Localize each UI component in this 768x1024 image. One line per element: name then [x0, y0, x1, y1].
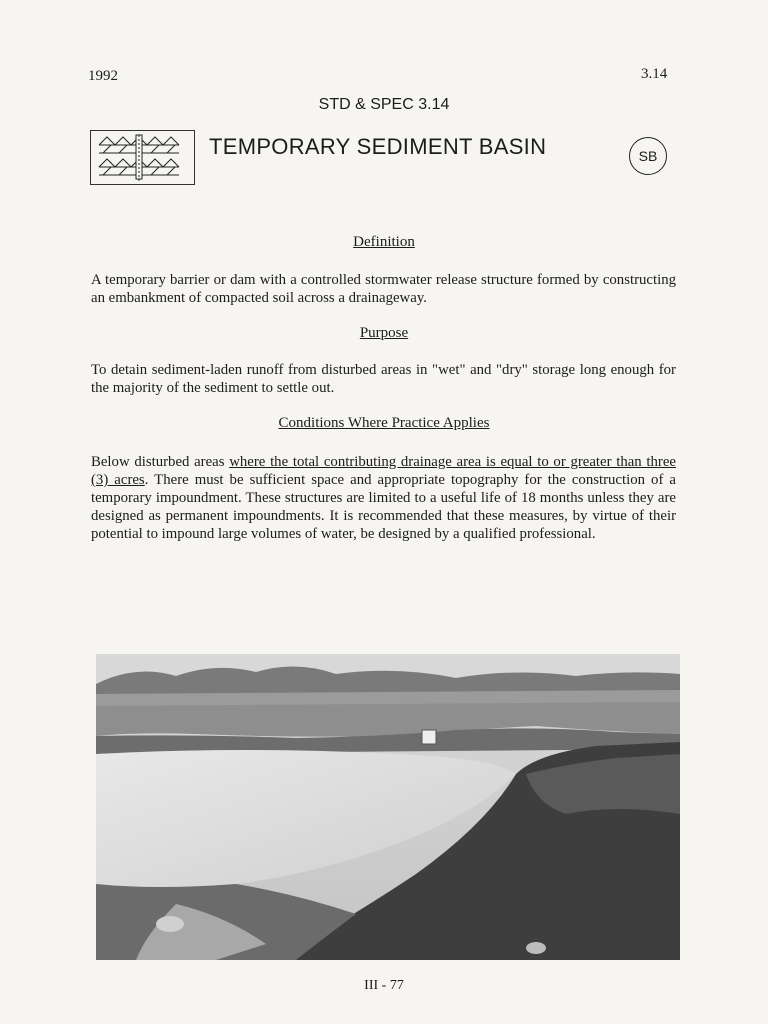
sb-badge: SB [629, 137, 667, 175]
page-title: TEMPORARY SEDIMENT BASIN [209, 134, 547, 159]
conditions-text-start: Below disturbed areas [91, 454, 230, 470]
sediment-basin-photo [96, 654, 680, 960]
sediment-basin-symbol-icon [90, 130, 195, 185]
conditions-text [91, 453, 676, 543]
page-number: III - 77 [364, 978, 404, 993]
conditions-text-underlined: where the total contributing drainage area is equal to or greater than three (3) acres [91, 454, 676, 488]
header-section-number: 3.14 [641, 66, 668, 82]
std-spec-label: STD & SPEC 3.14 [318, 96, 450, 113]
header-year: 1992 [88, 68, 118, 84]
purpose-heading: Purpose [359, 325, 409, 341]
conditions-text-end: . There must be sufficient space and appropriate topography for the construction of a temporary impoundment. These structures are limited to a useful life of 18 months unless they are designed as permanent impoundments. It is recommended that these measures, by virtue of their potential to impound large volumes of water, be designed by a qualified professional. [91, 472, 676, 542]
purpose-text: To detain sediment-laden runoff from disturbed areas in "wet" and "dry" storage long enough for the majority of the sediment to settle out. [91, 362, 676, 396]
conditions-heading: Conditions Where Practice Applies [278, 415, 490, 431]
definition-text: A temporary barrier or dam with a controlled stormwater release structure formed by constructing an embankment of compacted soil across a drainageway. [91, 272, 676, 306]
definition-heading: Definition [353, 234, 415, 250]
